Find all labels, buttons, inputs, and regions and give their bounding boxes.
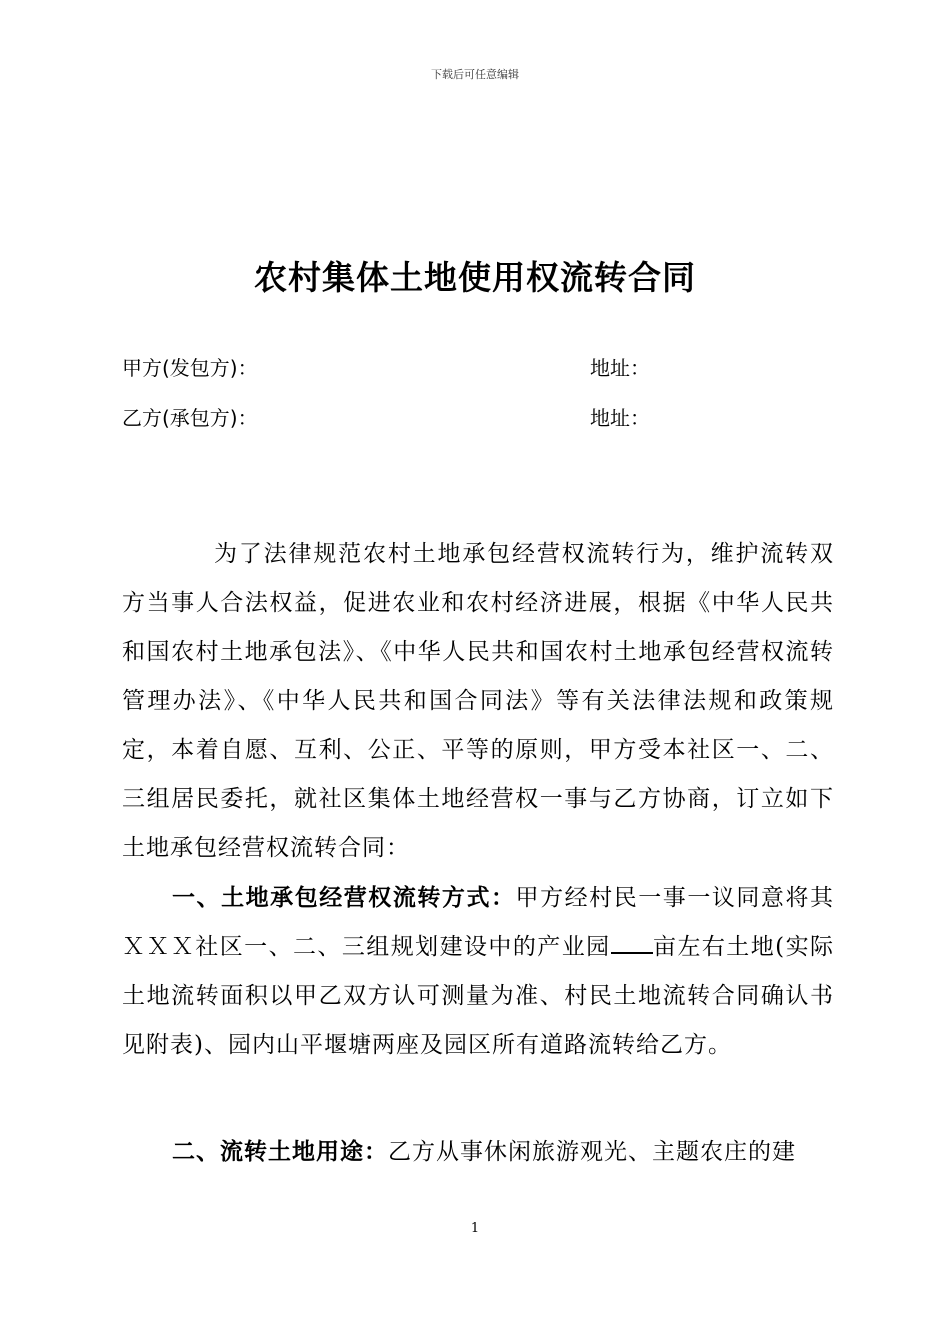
- party-b-line: [122, 402, 842, 442]
- party-a-label: 甲方(发包方)：: [122, 356, 258, 380]
- party-a-line: [122, 352, 842, 392]
- header-note: 下载后可任意编辑: [431, 68, 519, 81]
- page-number: 1: [470, 1221, 480, 1236]
- section-2-heading: 二、流转土地用途：: [172, 1139, 388, 1165]
- party-a-address-label: 地址：: [590, 356, 650, 380]
- section-1-heading: 一、土地承包经营权流转方式：: [172, 885, 516, 911]
- section-1-text-a: 甲方经村民一事一议同意将其ＸＸＸ社区一、二、三组规划建设中的产业园: [122, 885, 835, 960]
- section-2-text: 乙方从事休闲旅游观光、主题农庄的建: [388, 1139, 796, 1165]
- section-1-paragraph: [122, 874, 834, 1070]
- acreage-blank: [611, 932, 653, 954]
- section-1-text-b: 亩左右土地(实际土地流转面积以甲乙双方认可测量为准、村民土地流转合同确认书见附表)、园内山平堰塘两座及园区所有道路流转给乙方。: [122, 934, 835, 1058]
- section-2-paragraph: [122, 1128, 834, 1177]
- intro-paragraph: 为了法律规范农村土地承包经营权流转行为，维护流转双方当事人合法权益，促进农业和农村经济进展，根据《中华人民共和国农村土地承包法》、《中华人民共和国农村土地承包经营权流转管理办法》、《中华人民共和国合同法》等有关法律法规和政策规定，本着自愿、互利、公正、平等的原则，甲方受本社区一、二、三组居民委托，就社区集体土地经营权一事与乙方协商，订立如下土地承包经营权流转合同：: [122, 541, 834, 861]
- party-b-label: 乙方(承包方)：: [122, 406, 258, 430]
- document-title: 农村集体土地使用权流转合同: [254, 258, 696, 297]
- party-b-address-label: 地址：: [590, 406, 650, 430]
